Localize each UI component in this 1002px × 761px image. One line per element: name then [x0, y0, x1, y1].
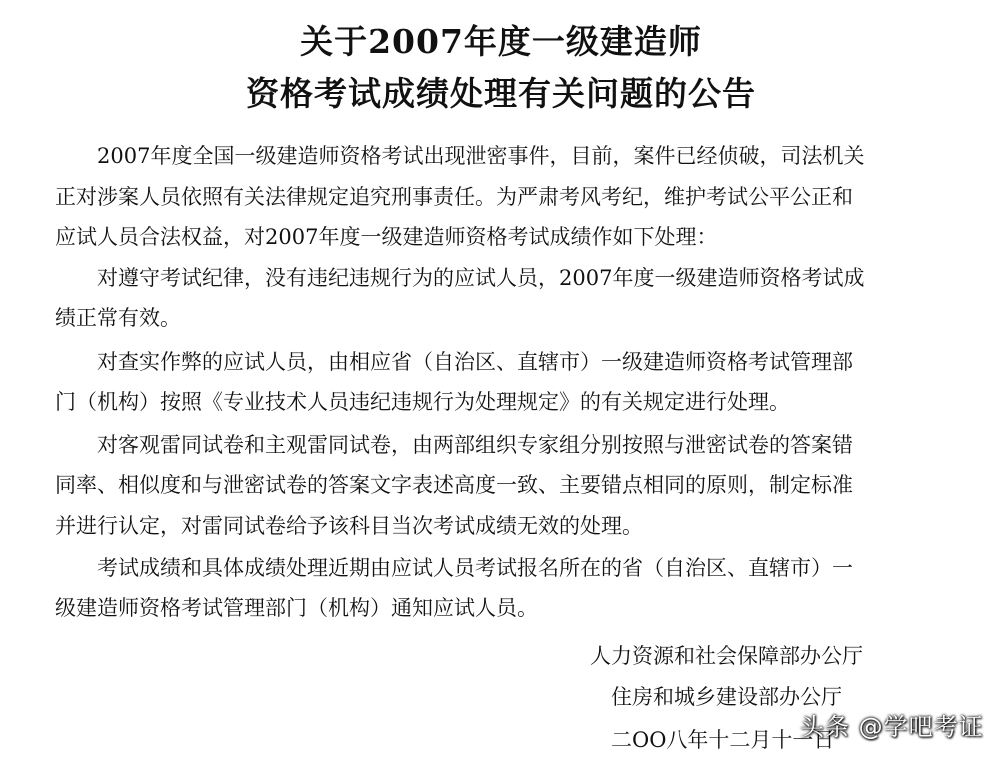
signature-org-2: 住房和城乡建设部办公厅: [611, 685, 842, 709]
body-line: 对遵守考试纪律，没有违纪违规行为的应试人员，2007年度一级建造师资格考试成: [55, 266, 865, 290]
body-line: 门（机构）按照《专业技术人员违纪违规行为处理规定》的有关规定进行处理。: [55, 390, 790, 414]
body-line: 同率、相似度和与泄密试卷的答案文字表述高度一致、主要错点相同的原则，制定标准: [55, 473, 853, 497]
body-line: 2007年度全国一级建造师资格考试出现泄密事件，目前，案件已经侦破，司法机关: [55, 144, 865, 168]
watermark: 头条 @学吧考证: [800, 713, 984, 741]
body-line: 正对涉案人员依照有关法律规定追究刑事责任。为严肃考风考纪，维护考试公平公正和: [55, 185, 853, 209]
body-line: 绩正常有效。: [55, 306, 181, 330]
body-line: 级建造师资格考试管理部门（机构）通知应试人员。: [55, 596, 538, 620]
announcement-title-line-1: 关于2007年度一级建造师: [300, 22, 702, 61]
signature-org-1: 人力资源和社会保障部办公厅: [590, 644, 863, 668]
body-line: 考试成绩和具体成绩处理近期由应试人员考试报名所在的省（自治区、直辖市）一: [55, 556, 853, 580]
announcement-title-line-2: 资格考试成绩处理有关问题的公告: [246, 74, 756, 113]
body-line: 对客观雷同试卷和主观雷同试卷，由两部组织专家组分别按照与泄密试卷的答案错: [55, 433, 853, 457]
body-line: 并进行认定，对雷同试卷给予该科目当次考试成绩无效的处理。: [55, 514, 643, 538]
body-line: 对查实作弊的应试人员，由相应省（自治区、直辖市）一级建造师资格考试管理部: [55, 350, 853, 374]
body-line: 应试人员合法权益，对2007年度一级建造师资格考试成绩作如下处理：: [55, 225, 718, 249]
signature-date: 二OO八年十二月十一日: [611, 728, 835, 752]
